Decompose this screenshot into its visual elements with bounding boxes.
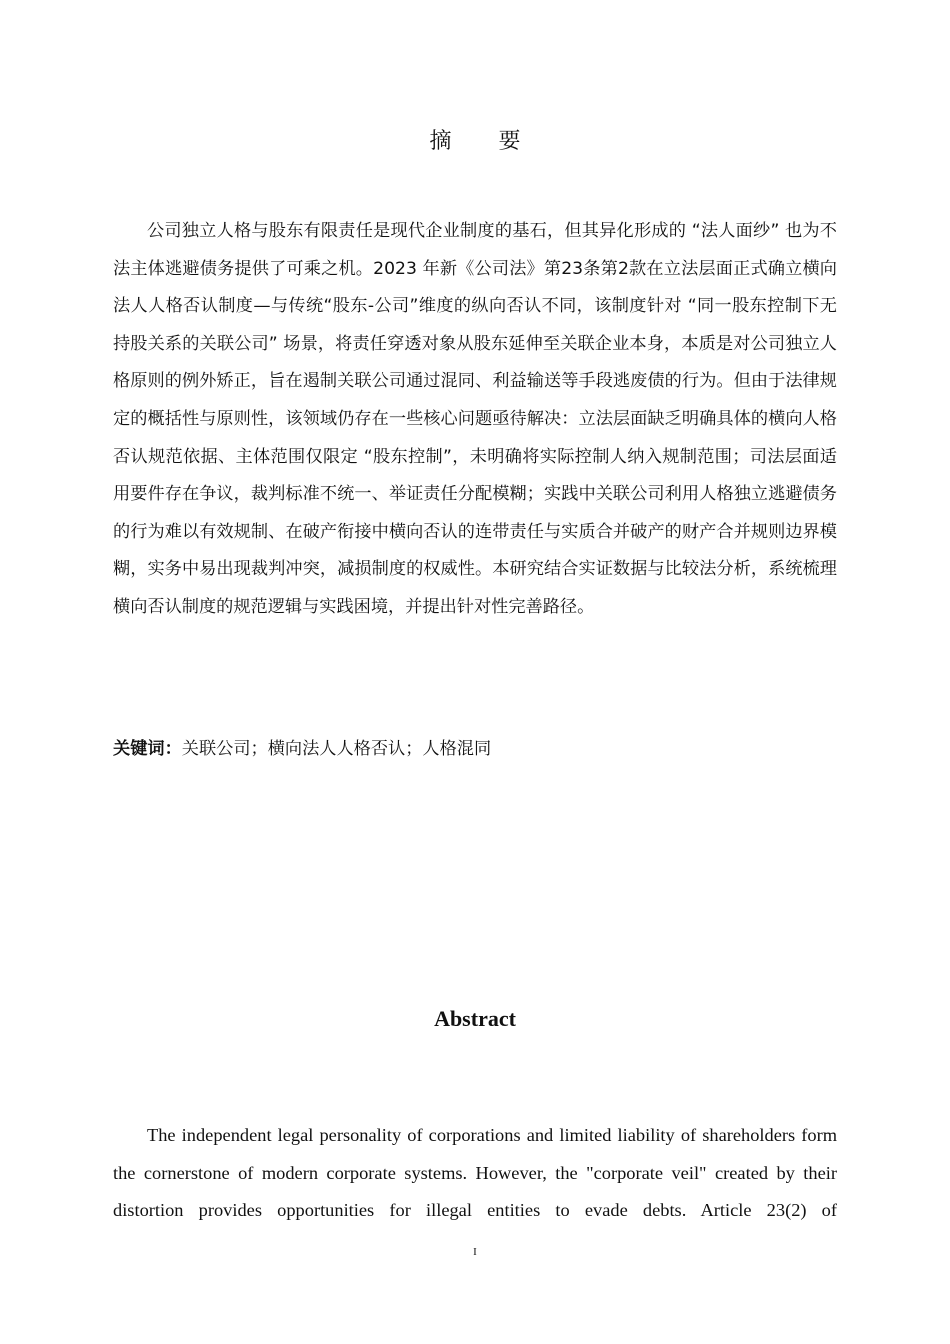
keywords-label: 关键词： — [113, 739, 182, 759]
chinese-abstract-title: 摘 要 — [429, 129, 541, 154]
english-abstract-title: Abstract — [434, 1006, 516, 1031]
page-number: I — [473, 1246, 477, 1258]
chinese-abstract-body: 公司独立人格与股东有限责任是现代企业制度的基石，但其异化形成的 “法人面纱” 也为不法主体逃避债务提供了可乘之机。2023 年新《公司法》第23条第2款在立法层面正式确立横向法人人格否认制度—与传统“股东-公司”维度的纵向否认不同，该制度针对 “同一股东控制下无持股关系的关联公司” 场景，将责任穿透对象从股东延伸至关联企业本身，本质是对公司独立人格原则的例外矫正，旨在遏制关联公司通过混同、利益输送等手段逃废债的行为。但由于法律规定的概括性与原则性，该领域仍存在一些核心问题亟待解决：立法层面缺乏明确具体的横向人格否认规范依据、主体范围仅限定 “股东控制”，未明确将实际控制人纳入规制范围；司法层面适用要件存在争议，裁判标准不统一、举证责任分配模糊；实践中关联公司利用人格独立逃避债务的行为难以有效规制、在破产衔接中横向否认的连带责任与实质合并破产的财产合并规则边界模糊，实务中易出现裁判冲突，减损制度的权威性。本研究结合实证数据与比较法分析，系统梳理横向否认制度的规范逻辑与实践困境，并提出针对性完善路径。 — [113, 221, 837, 617]
keywords-text: 关联公司；横向法人人格否认；人格混同 — [181, 739, 492, 759]
keywords-line — [113, 736, 837, 762]
english-abstract-body: The independent legal personality of corporations and limited liability of shareholders form the cornerstone of modern corporate systems. However, the "corporate veil" created by their distortion provides opportunities for illegal entities to evade debts. Article 23(2) of — [113, 1125, 837, 1220]
